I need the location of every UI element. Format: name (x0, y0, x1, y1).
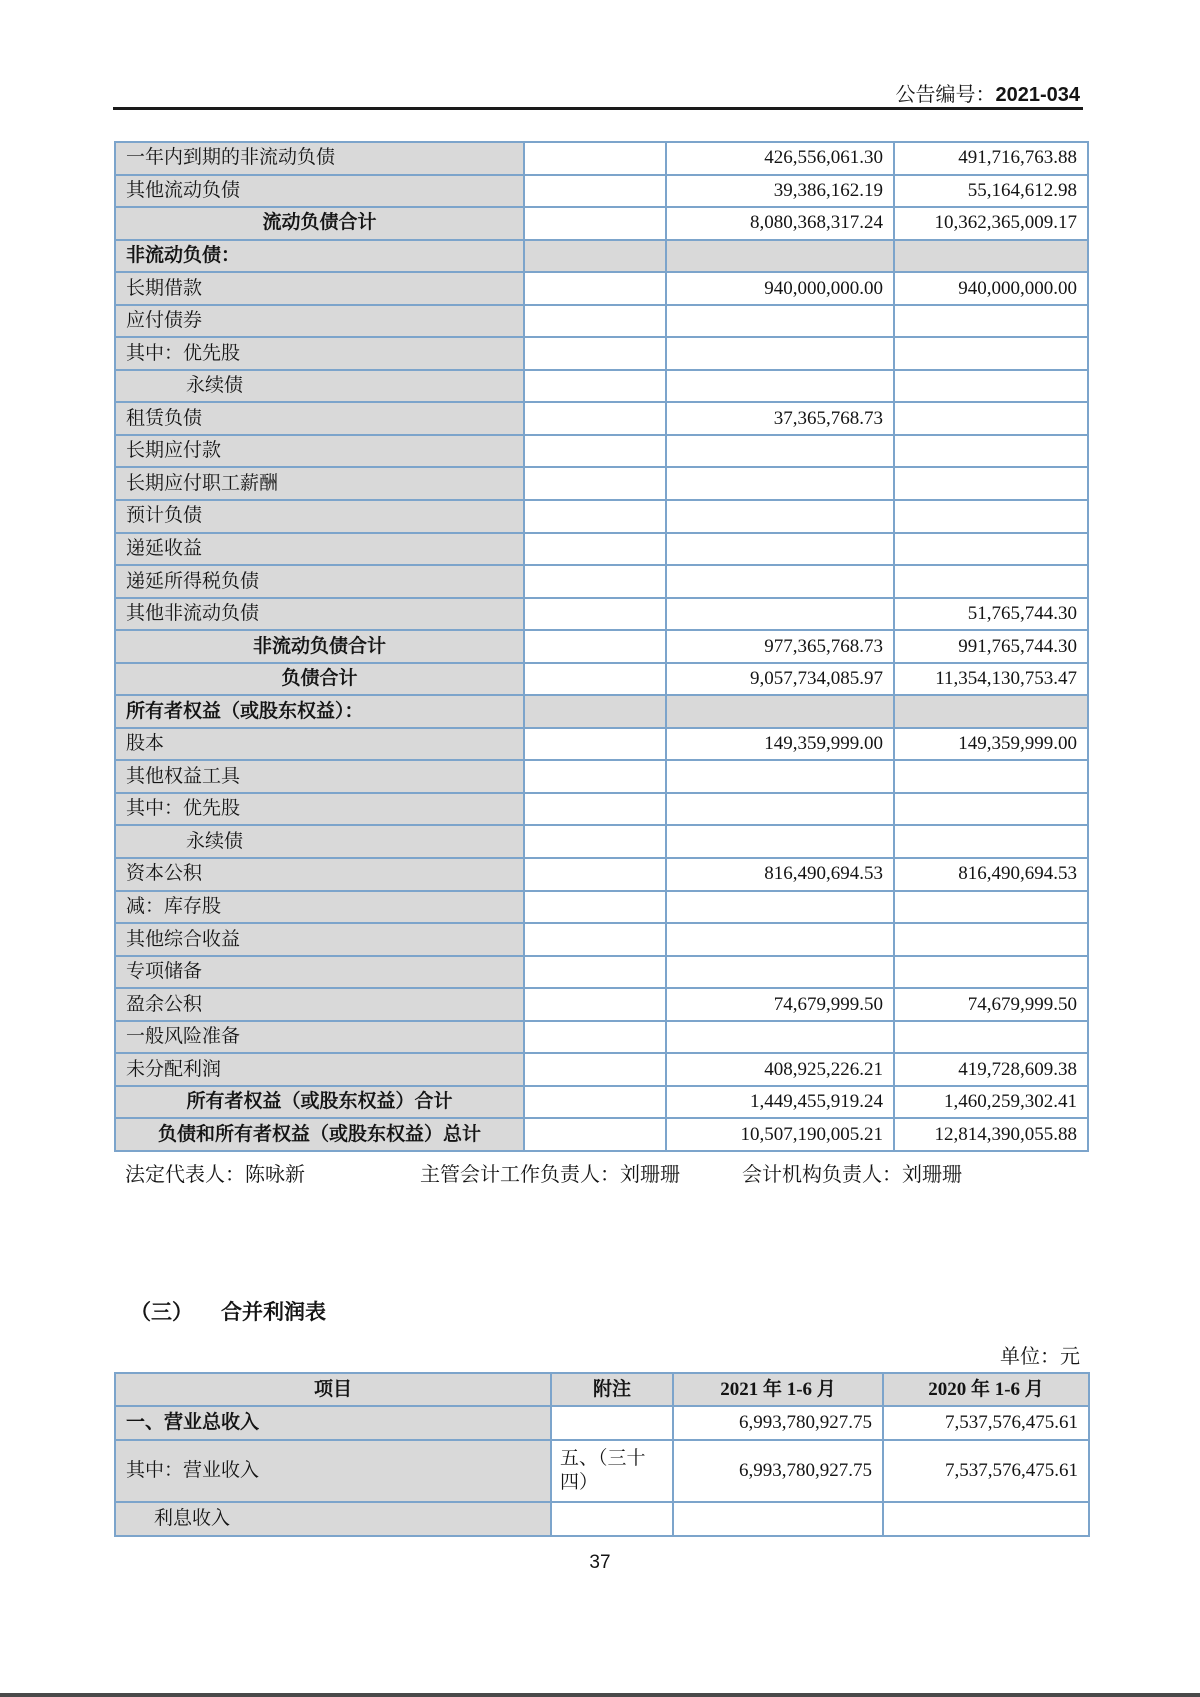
note-cell (524, 305, 666, 338)
note-cell (524, 1053, 666, 1086)
value-2020-cell (894, 793, 1088, 826)
value-2020-cell: 149,359,999.00 (894, 728, 1088, 761)
table-row (115, 500, 1088, 533)
table-row (115, 142, 1088, 175)
table-row (115, 988, 1088, 1021)
item-label-cell: 永续债 (115, 825, 524, 858)
value-2020-cell (894, 1021, 1088, 1054)
table-row (115, 207, 1088, 240)
value-2020-cell (894, 825, 1088, 858)
table-row (115, 1053, 1088, 1086)
item-label-cell: 长期应付款 (115, 435, 524, 468)
table-row (115, 923, 1088, 956)
table-row (115, 825, 1088, 858)
item-label-cell: 专项储备 (115, 956, 524, 989)
value-2021-cell (666, 370, 894, 403)
value-2020-cell (894, 956, 1088, 989)
value-2021-cell (673, 1502, 883, 1536)
value-2021-cell: 10,507,190,005.21 (666, 1118, 894, 1151)
table-row (115, 533, 1088, 566)
table-row (115, 630, 1088, 663)
chief-accounting-officer: 主管会计工作负责人：刘珊珊 (420, 1164, 680, 1186)
table-row (115, 598, 1088, 631)
value-2021-cell (666, 956, 894, 989)
value-2020-cell (894, 305, 1088, 338)
table-row (115, 467, 1088, 500)
note-cell (524, 435, 666, 468)
value-2020-cell (894, 565, 1088, 598)
value-2020-cell: 74,679,999.50 (894, 988, 1088, 1021)
value-2021-cell (666, 240, 894, 273)
note-cell (524, 988, 666, 1021)
note-cell (524, 825, 666, 858)
value-2021-cell (666, 435, 894, 468)
value-2021-cell: 6,993,780,927.75 (673, 1406, 883, 1440)
table-row (115, 1021, 1088, 1054)
item-label-cell: 所有者权益（或股东权益）： (115, 695, 524, 728)
legal-representative: 法定代表人：陈咏新 (125, 1164, 305, 1186)
value-2021-cell: 816,490,694.53 (666, 858, 894, 891)
table-row (115, 1086, 1088, 1119)
table-row (115, 1502, 1089, 1536)
note-cell (524, 370, 666, 403)
table-row (115, 793, 1088, 826)
notice-number-value: 2021-034 (995, 84, 1080, 106)
item-label-cell: 所有者权益（或股东权益）合计 (115, 1086, 524, 1119)
note-cell (524, 175, 666, 208)
table-row (115, 695, 1088, 728)
value-2021-cell (666, 695, 894, 728)
notice-number-label: 公告编号： (895, 84, 996, 106)
value-2021-cell: 940,000,000.00 (666, 272, 894, 305)
note-cell (524, 207, 666, 240)
item-label-cell: 盈余公积 (115, 988, 524, 1021)
value-2020-cell: 55,164,612.98 (894, 175, 1088, 208)
value-2020-cell (894, 240, 1088, 273)
item-label-cell: 流动负债合计 (115, 207, 524, 240)
income-statement-header (115, 1373, 1089, 1406)
table-row (115, 1118, 1088, 1151)
item-label-cell: 负债和所有者权益（或股东权益）总计 (115, 1118, 524, 1151)
table-row (115, 728, 1088, 761)
value-2020-cell: 816,490,694.53 (894, 858, 1088, 891)
scan-bottom-edge (0, 1693, 1200, 1697)
item-label-cell: 其中：优先股 (115, 337, 524, 370)
note-cell (524, 500, 666, 533)
income-statement-table (114, 1372, 1090, 1537)
item-label-cell: 非流动负债合计 (115, 630, 524, 663)
value-2021-cell (666, 337, 894, 370)
notice-number-line (895, 78, 1080, 107)
value-2021-cell: 74,679,999.50 (666, 988, 894, 1021)
value-2020-cell (894, 891, 1088, 924)
value-2021-cell (666, 891, 894, 924)
value-2020-cell: 7,537,576,475.61 (883, 1406, 1089, 1440)
item-label-cell: 其他流动负债 (115, 175, 524, 208)
table-row (115, 1440, 1089, 1502)
item-label-cell: 递延所得税负债 (115, 565, 524, 598)
value-2021-cell (666, 760, 894, 793)
value-2020-cell (894, 500, 1088, 533)
table-row (115, 370, 1088, 403)
item-label-cell: 长期借款 (115, 272, 524, 305)
table-row (115, 175, 1088, 208)
column-header-2021: 2021 年 1-6 月 (673, 1373, 883, 1406)
note-cell (524, 663, 666, 696)
item-label-cell: 递延收益 (115, 533, 524, 566)
table-row (115, 1406, 1089, 1440)
value-2020-cell (883, 1502, 1089, 1536)
balance-sheet-table (114, 141, 1089, 1152)
column-header-2020: 2020 年 1-6 月 (883, 1373, 1089, 1406)
note-cell (524, 630, 666, 663)
value-2021-cell: 1,449,455,919.24 (666, 1086, 894, 1119)
value-2021-cell: 8,080,368,317.24 (666, 207, 894, 240)
value-2020-cell: 991,765,744.30 (894, 630, 1088, 663)
value-2020-cell (894, 435, 1088, 468)
value-2020-cell (894, 533, 1088, 566)
value-2021-cell (666, 598, 894, 631)
table-row (115, 240, 1088, 273)
item-label-cell: 一、营业总收入 (115, 1406, 551, 1440)
note-cell (524, 1118, 666, 1151)
value-2020-cell: 12,814,390,055.88 (894, 1118, 1088, 1151)
value-2020-cell: 1,460,259,302.41 (894, 1086, 1088, 1119)
value-2020-cell: 491,716,763.88 (894, 142, 1088, 175)
value-2020-cell: 51,765,744.30 (894, 598, 1088, 631)
item-label-cell: 应付债券 (115, 305, 524, 338)
value-2021-cell (666, 565, 894, 598)
value-2021-cell (666, 793, 894, 826)
value-2021-cell: 408,925,226.21 (666, 1053, 894, 1086)
value-2020-cell (894, 402, 1088, 435)
item-label-cell: 股本 (115, 728, 524, 761)
item-label-cell: 长期应付职工薪酬 (115, 467, 524, 500)
note-cell (524, 402, 666, 435)
value-2021-cell (666, 825, 894, 858)
item-label-cell: 一般风险准备 (115, 1021, 524, 1054)
value-2021-cell: 6,993,780,927.75 (673, 1440, 883, 1502)
value-2021-cell: 39,386,162.19 (666, 175, 894, 208)
value-2021-cell: 149,359,999.00 (666, 728, 894, 761)
note-cell (524, 337, 666, 370)
item-label-cell: 利息收入 (115, 1502, 551, 1536)
note-cell (524, 760, 666, 793)
note-cell (524, 1086, 666, 1119)
value-2020-cell: 11,354,130,753.47 (894, 663, 1088, 696)
table-row (115, 663, 1088, 696)
item-label-cell: 其中：营业收入 (115, 1440, 551, 1502)
table-row (115, 956, 1088, 989)
table-row (115, 305, 1088, 338)
value-2020-cell (894, 370, 1088, 403)
note-cell (524, 598, 666, 631)
item-label-cell: 其他权益工具 (115, 760, 524, 793)
note-cell (524, 272, 666, 305)
value-2020-cell (894, 695, 1088, 728)
note-cell (524, 858, 666, 891)
item-label-cell: 资本公积 (115, 858, 524, 891)
value-2021-cell (666, 467, 894, 500)
item-label-cell: 未分配利润 (115, 1053, 524, 1086)
item-label-cell: 非流动负债： (115, 240, 524, 273)
item-label-cell: 其他非流动负债 (115, 598, 524, 631)
value-2021-cell: 426,556,061.30 (666, 142, 894, 175)
header-row (115, 1373, 1089, 1406)
value-2021-cell: 9,057,734,085.97 (666, 663, 894, 696)
value-2021-cell (666, 500, 894, 533)
note-cell (524, 695, 666, 728)
item-label-cell: 减：库存股 (115, 891, 524, 924)
table-row (115, 272, 1088, 305)
note-cell (524, 891, 666, 924)
note-cell (524, 793, 666, 826)
note-cell (524, 956, 666, 989)
item-label-cell: 预计负债 (115, 500, 524, 533)
page-number: 37 (589, 1552, 611, 1573)
value-2020-cell (894, 923, 1088, 956)
table-row (115, 891, 1088, 924)
note-cell (524, 467, 666, 500)
note-cell (524, 1021, 666, 1054)
accounting-dept-head: 会计机构负责人：刘珊珊 (742, 1164, 962, 1186)
table-row (115, 402, 1088, 435)
item-label-cell: 其中：优先股 (115, 793, 524, 826)
income-statement-body (115, 1406, 1089, 1536)
signature-line (114, 1158, 1087, 1184)
value-2020-cell (894, 760, 1088, 793)
table-row (115, 337, 1088, 370)
note-cell: 五、（三十四） (551, 1440, 673, 1502)
table-row (115, 858, 1088, 891)
column-header-note: 附注 (551, 1373, 673, 1406)
item-label-cell: 负债合计 (115, 663, 524, 696)
item-label-cell: 其他综合收益 (115, 923, 524, 956)
value-2020-cell (894, 337, 1088, 370)
column-header-item: 项目 (115, 1373, 551, 1406)
value-2021-cell: 37,365,768.73 (666, 402, 894, 435)
note-cell (524, 240, 666, 273)
section-number: （三） (130, 1300, 193, 1324)
header-divider (113, 107, 1083, 110)
item-label-cell: 租赁负债 (115, 402, 524, 435)
note-cell (551, 1502, 673, 1536)
balance-sheet-body (115, 142, 1088, 1151)
value-2020-cell: 7,537,576,475.61 (883, 1440, 1089, 1502)
note-cell (524, 565, 666, 598)
section-title: 合并利润表 (221, 1300, 326, 1324)
value-2021-cell (666, 1021, 894, 1054)
section-heading (130, 1296, 326, 1326)
value-2020-cell (894, 467, 1088, 500)
value-2021-cell (666, 533, 894, 566)
value-2020-cell: 10,362,365,009.17 (894, 207, 1088, 240)
value-2021-cell (666, 305, 894, 338)
unit-label: 单位：元 (1000, 1346, 1080, 1368)
value-2021-cell (666, 923, 894, 956)
value-2021-cell: 977,365,768.73 (666, 630, 894, 663)
value-2020-cell: 940,000,000.00 (894, 272, 1088, 305)
note-cell (524, 923, 666, 956)
note-cell (524, 142, 666, 175)
item-label-cell: 一年内到期的非流动负债 (115, 142, 524, 175)
table-row (115, 435, 1088, 468)
value-2020-cell: 419,728,609.38 (894, 1053, 1088, 1086)
table-row (115, 760, 1088, 793)
table-row (115, 565, 1088, 598)
note-cell (524, 533, 666, 566)
note-cell (551, 1406, 673, 1440)
note-cell (524, 728, 666, 761)
item-label-cell: 永续债 (115, 370, 524, 403)
